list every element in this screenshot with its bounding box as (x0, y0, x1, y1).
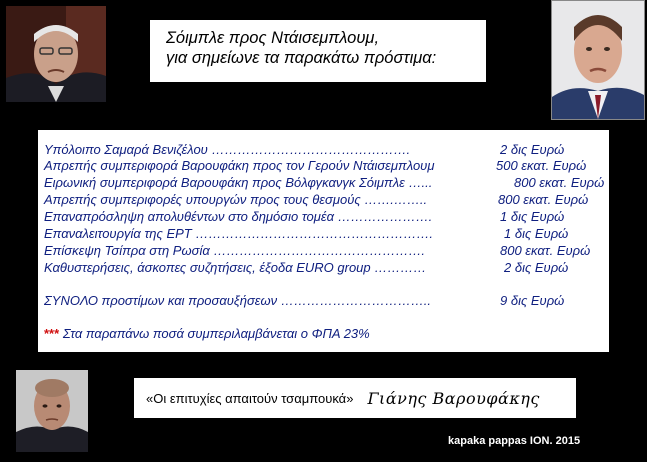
dijsselbloem-photo (551, 0, 645, 120)
fine-amount: 2 δις Ευρώ (500, 142, 565, 157)
fine-amount: 800 εκατ. Ευρώ (500, 243, 591, 258)
fines-list-box (38, 130, 609, 352)
fine-amount: 2 δις Ευρώ (504, 260, 569, 275)
top-quote-line-1: Σόιμπλε προς Ντάισεμπλουμ, (166, 29, 380, 47)
bottom-quote-signature: Γιάνης Βαρουφάκης (367, 388, 540, 408)
top-quote-line-2: για σημείωνε τα παρακάτω πρόστιμα: (166, 49, 437, 67)
fine-amount: 800 εκατ. Ευρώ (498, 192, 589, 207)
vat-note (44, 326, 370, 341)
fine-label: Απρεπής συμπεριφορά Βαρουφάκη προς τον Γερούν Ντάισεμπλουμ (44, 158, 435, 173)
varoufakis-photo (16, 370, 88, 452)
fine-label: Καθυστερήσεις, άσκοπες συζητήσεις, έξοδα EURO group ………… (44, 260, 427, 275)
fine-label: Ειρωνική συμπεριφορά Βαρουφάκη προς Βόλφγκανγκ Σόιμπλε …... (44, 175, 433, 190)
fine-label: Επαναλειτουργία της ΕΡΤ ………………………………………………. (44, 226, 433, 241)
fine-label: Επίσκεψη Τσίπρα στη Ρωσία …………………………………………. (44, 243, 425, 258)
fine-amount: 1 δις Ευρώ (500, 209, 565, 224)
fine-label: Υπόλοιπο Σαμαρά Βενιζέλου ………………………………………. (44, 142, 411, 157)
fine-label: Επαναπρόσληψη απολυθέντων στο δημόσιο τομέα …………………. (44, 209, 433, 224)
credit-text: kapaka pappas ION. 2015 (448, 435, 581, 447)
total-amount: 9 δις Ευρώ (500, 293, 565, 308)
total-label: ΣΥΝΟΛΟ προστίμων και προσαυξήσεων …………………………….. (44, 293, 431, 308)
top-quote-box (150, 20, 486, 82)
schaeuble-photo (6, 6, 106, 102)
fine-label: Απρεπής συμπεριφορές υπουργών προς τους θεσμούς …….…….. (44, 192, 428, 207)
fine-amount: 1 δις Ευρώ (504, 226, 569, 241)
vat-note-stars: *** (44, 326, 60, 341)
bottom-quote-box (134, 378, 576, 418)
vat-note-text: Στα παραπάνω ποσά συμπεριλαμβάνεται ο ΦΠΑ 23% (62, 326, 370, 341)
bottom-quote-text: «Οι επιτυχίες απαιτούν τσαμπουκά» (146, 390, 354, 406)
fine-amount: 500 εκατ. Ευρώ (496, 158, 587, 173)
fine-amount: 800 εκατ. Ευρώ (514, 175, 605, 190)
